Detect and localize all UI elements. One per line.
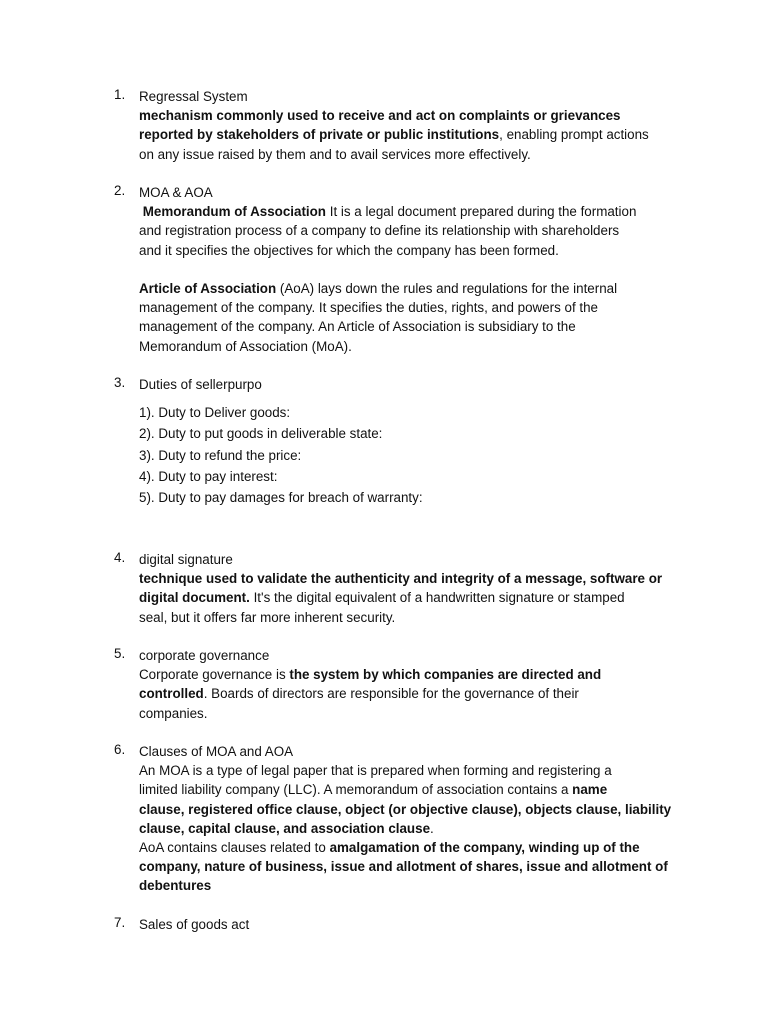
item-number: 7. <box>114 915 126 930</box>
list-item-1 <box>114 87 694 164</box>
text-line: mechanism commonly used to receive and act on complaints or grievances <box>139 108 621 124</box>
item-number: 3. <box>114 375 126 390</box>
item-number: 5. <box>114 646 126 661</box>
list-item-4 <box>114 550 694 627</box>
text-line: and registration process of a company to define its relationship with shareholders <box>139 223 620 239</box>
item-title: Regressal System <box>139 89 248 104</box>
item-title: Duties of sellerpurpo <box>139 377 262 392</box>
item-number: 6. <box>114 742 126 757</box>
item-title: MOA & AOA <box>139 185 213 200</box>
text-line: companies. <box>139 705 208 721</box>
item-title: digital signature <box>139 552 233 567</box>
item-title: corporate governance <box>139 648 270 663</box>
list-item-7 <box>114 915 694 934</box>
text-line: reported by stakeholders of private or public institutions, enabling prompt actions <box>139 127 649 143</box>
duty-line: 3). Duty to refund the price: <box>139 447 302 463</box>
text-line: seal, but it offers far more inherent security. <box>139 609 396 625</box>
text-line: management of the company. An Article of Association is subsidiary to the <box>139 319 576 335</box>
text-line: AoA contains clauses related to amalgamation of the company, winding up of the <box>139 839 640 855</box>
item-title: Sales of goods act <box>139 917 250 932</box>
item-number: 2. <box>114 183 126 198</box>
item-number: 1. <box>114 87 126 102</box>
item-title: Clauses of MOA and AOA <box>139 744 294 759</box>
text-line: and it specifies the objectives for which the company has been formed. <box>139 242 559 258</box>
text-line: digital document. It's the digital equivalent of a handwritten signature or stamped <box>139 590 625 606</box>
duty-line: 4). Duty to pay interest: <box>139 469 278 485</box>
text-line: Memorandum of Association It is a legal document prepared during the formation <box>139 204 637 220</box>
text-line: management of the company. It specifies the duties, rights, and powers of the <box>139 300 599 316</box>
list-item-2 <box>114 183 694 356</box>
item-number: 4. <box>114 550 126 565</box>
list-item-3 <box>114 375 694 509</box>
text-line: Corporate governance is the system by which companies are directed and <box>139 667 602 683</box>
text-line: controlled. Boards of directors are responsible for the governance of their <box>139 686 579 702</box>
text-line: An MOA is a type of legal paper that is prepared when forming and registering a <box>139 763 612 779</box>
list-item-5 <box>114 646 694 723</box>
text-line: debentures <box>139 878 212 894</box>
text-line: technique used to validate the authenticity and integrity of a message, software or <box>139 571 663 587</box>
text-line: clause, registered office clause, object (or objective clause), objects clause, liability <box>139 801 672 817</box>
text-line: Memorandum of Association (MoA). <box>139 338 352 354</box>
list-item-6 <box>114 742 694 896</box>
duty-line: 1). Duty to Deliver goods: <box>139 405 291 421</box>
duty-line: 2). Duty to put goods in deliverable state: <box>139 426 383 442</box>
text-line: Article of Association (AoA) lays down the rules and regulations for the internal <box>139 280 618 296</box>
text-line: limited liability company (LLC). A memorandum of association contains a name <box>139 782 608 798</box>
text-line: on any issue raised by them and to avail services more effectively. <box>139 146 531 162</box>
text-line: company, nature of business, issue and allotment of shares, issue and allotment of <box>139 859 668 875</box>
text-line: clause, capital clause, and association clause. <box>139 820 434 836</box>
duty-line: 5). Duty to pay damages for breach of warranty: <box>139 490 423 506</box>
